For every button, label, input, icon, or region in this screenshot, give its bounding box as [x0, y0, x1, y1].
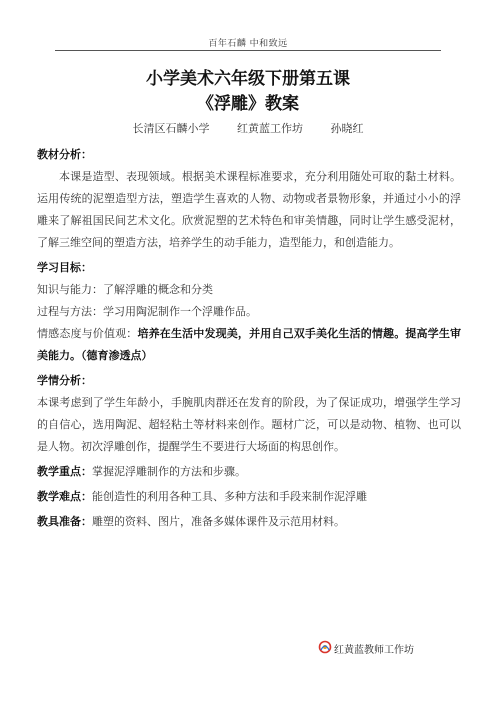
goal-emotion	[37, 323, 461, 367]
goal-process: 过程与方法：学习用陶泥制作一个浮雕作品。	[37, 305, 257, 318]
material-text-2: 欣赏泥塑的艺术特色和审美情趣，同时让学生感受泥材，了解三维空间的塑造方法，培养学生的动手能力，造型能力，和创造能力。	[37, 214, 461, 249]
goal-emotion-text: 培养在生活中发现美，并用自己双手美化生活的情趣。提高学生审美能力。（德育渗透点）	[37, 327, 462, 362]
tools-label: 教具准备：	[37, 515, 92, 528]
difficulty-label: 教学难点：	[37, 490, 92, 503]
section-title-material: 教材分析：	[37, 148, 92, 161]
author-studio: 红黄蓝工作坊	[237, 122, 303, 135]
section-title-students: 学情分析：	[37, 374, 92, 387]
document-title: 小学美术六年级下册第五课	[146, 69, 350, 89]
goal-knowledge: 知识与能力：了解浮雕的概念和分类	[37, 283, 213, 296]
key-point-text: 掌握泥浮雕制作的方法和步骤。	[92, 465, 246, 478]
document-body	[37, 141, 461, 533]
key-point-line	[37, 461, 461, 483]
difficulty-line	[37, 486, 461, 508]
material-text-1: 本课是造型、表现领域。根据美术课程标准要求，充分利用随处可取的黏土材料。运用传统的泥塑造型方法，塑造学生喜欢的人物、动物或者景物形象，并通过小小的浮雕来了解祖国民间艺术文化。	[37, 170, 461, 227]
header-divider	[55, 50, 441, 51]
material-paragraph	[37, 166, 461, 254]
key-point-label: 教学重点：	[37, 465, 92, 478]
goal-emotion-label: 情感态度与价值观：	[37, 327, 138, 340]
tools-text: 雕塑的资料、图片，准备多媒体课件及示范用材料。	[92, 515, 345, 528]
section-title-goals: 学习目标：	[37, 261, 92, 274]
author-line	[0, 120, 496, 136]
author-name: 孙晓红	[330, 122, 364, 135]
studio-logo-icon	[318, 640, 332, 654]
difficulty-text: 能创造性的利用各种工具、多种方法和手段来制作泥浮雕	[92, 490, 367, 503]
page-header: 百年石麟 中和致远	[208, 39, 288, 49]
document-subtitle: 《浮雕》教案	[197, 94, 299, 114]
tools-line	[37, 511, 461, 533]
student-analysis-paragraph: 本课考虑到了学生年龄小，手腕肌肉群还在发育的阶段，为了保证成功，增强学生学习的自信心，选用陶泥、超轻粘土等材料来创作。题材广泛，可以是动物、植物、也可以是人物。初次浮雕创作，提醒学生不要进行大场面的构思创作。	[37, 396, 461, 453]
footer-text: 红黄蓝教师工作坊	[334, 645, 414, 656]
author-school: 长清区石麟小学	[132, 122, 210, 135]
footer-watermark	[318, 640, 478, 656]
